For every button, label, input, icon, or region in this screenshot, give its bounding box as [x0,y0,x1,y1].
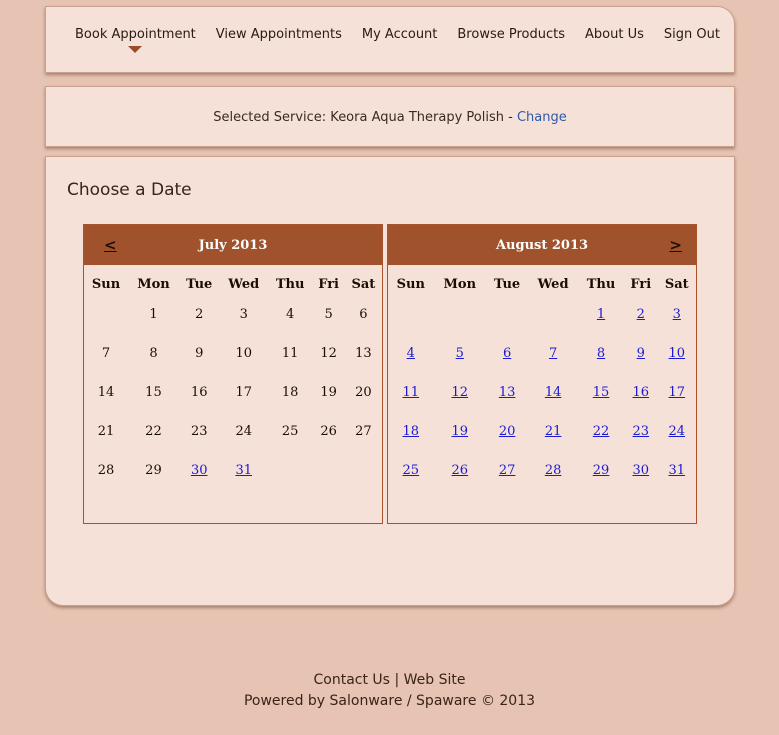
calendar-week-row [84,373,382,412]
calendar-week-row [388,412,696,451]
prev-month-link[interactable]: < [104,236,117,254]
web-site-link[interactable]: Web Site [403,672,466,688]
weekday-header: Thu [275,276,305,292]
calendar-july [83,224,383,524]
calendar-day-cell [388,451,434,490]
calendar-day-cell [179,451,220,490]
calendar-day-cell [345,373,382,412]
calendar-day-cell [486,373,528,412]
weekday-header: Tue [493,276,521,292]
calendar-day-cell [268,295,313,334]
calendar-day-cell [128,334,179,373]
weekday-header: Thu [586,276,616,292]
weekday-row [84,273,382,295]
calendar-day-link[interactable]: 21 [544,424,562,439]
calendar-empty-cell [312,451,344,490]
calendar-august [387,224,697,524]
calendar-day-cell [388,334,434,373]
weekday-header: Sun [91,276,121,292]
calendar-day-link[interactable]: 14 [544,385,562,400]
calendar-day-link[interactable]: 4 [406,346,415,361]
calendar-day-cell [624,373,658,412]
calendar-header [388,225,696,265]
calendar-day-cell [434,412,486,451]
top-nav [45,6,735,73]
calendar-week-row [84,412,382,451]
calendar-day-link[interactable]: 11 [402,385,420,400]
calendar-day-cell [84,373,128,412]
calendar-day-link[interactable]: 25 [402,463,420,478]
calendar-day-link[interactable]: 15 [592,385,610,400]
nav-item-sign-out[interactable]: Sign Out [663,27,720,42]
calendar-day-link[interactable]: 13 [498,385,516,400]
calendar-day-unavailable: 8 [149,346,158,361]
powered-by-text: Powered by Salonware / Spaware © 2013 [243,693,536,709]
calendar-day-cell [528,412,578,451]
calendar-day-cell [179,334,220,373]
date-picker-panel [45,156,735,606]
footer [0,670,779,712]
calendar-day-cell [578,412,624,451]
calendar-day-link[interactable]: 20 [498,424,516,439]
calendar-day-cell [220,373,268,412]
footer-links [0,670,779,691]
calendar-day-cell [658,373,696,412]
calendar-header [84,225,382,265]
calendar-day-cell [220,334,268,373]
calendar-day-unavailable: 19 [320,385,337,400]
weekday-header: Wed [537,276,569,292]
selected-service-panel [45,86,735,147]
calendar-day-cell [658,295,696,334]
weekday-header: Fri [318,276,339,292]
calendar-day-unavailable: 5 [324,307,333,322]
calendar-day-link[interactable]: 31 [235,463,252,478]
calendar-day-cell [220,295,268,334]
calendar-day-cell [84,412,128,451]
weekday-header: Sat [351,276,376,292]
calendar-day-unavailable: 9 [195,346,204,361]
calendar-day-unavailable: 2 [195,307,204,322]
calendar-day-cell [312,373,344,412]
calendar-day-link[interactable]: 7 [548,346,558,361]
calendar-day-link[interactable]: 12 [451,385,469,400]
calendar-empty-cell [268,451,313,490]
calendar-day-cell [658,412,696,451]
calendar-day-cell [312,412,344,451]
calendar-week-row [388,334,696,373]
calendar-day-cell [578,334,624,373]
calendar-week-row [388,295,696,334]
weekday-header: Wed [228,276,260,292]
calendar-day-cell [345,412,382,451]
calendar-day-cell [434,451,486,490]
calendar-day-unavailable: 7 [101,346,111,361]
calendar-day-unavailable: 14 [97,385,115,400]
calendar-day-unavailable: 3 [239,307,248,322]
calendar-day-cell [128,373,179,412]
calendar-day-cell [578,295,624,334]
calendar-day-cell [486,412,528,451]
calendar-day-cell [578,451,624,490]
calendar-day-link[interactable]: 30 [632,463,650,478]
calendar-day-link[interactable]: 6 [502,346,512,361]
calendar-day-link[interactable]: 1 [596,307,606,322]
calendar-day-cell [179,412,220,451]
calendar-empty-cell [486,295,528,334]
calendar-day-cell [179,373,220,412]
selected-service-text [46,110,734,125]
calendar-grid [84,273,382,490]
calendar-week-row [84,451,382,490]
calendar-day-link[interactable]: 30 [190,463,208,478]
calendar-grid [388,273,696,490]
weekday-header: Sat [664,276,689,292]
calendar-day-link[interactable]: 28 [544,463,562,478]
calendar-day-unavailable: 1 [149,307,158,322]
weekday-header: Mon [443,276,477,292]
calendar-day-unavailable: 29 [145,463,162,478]
calendar-day-unavailable: 21 [97,424,115,439]
calendar-day-link[interactable]: 18 [402,424,420,439]
calendar-week-row [84,295,382,334]
calendar-title: July 2013 [198,238,268,253]
change-service-link[interactable]: Change [516,110,567,125]
calendar-day-link[interactable]: 31 [668,463,686,478]
calendar-day-cell [268,412,313,451]
calendar-empty-cell [345,451,382,490]
calendar-day-cell [128,412,179,451]
calendar-day-cell [528,373,578,412]
calendar-day-cell [528,451,578,490]
calendar-day-link[interactable]: 3 [672,307,681,322]
calendar-day-unavailable: 27 [355,424,372,439]
calendar-day-unavailable: 24 [235,424,252,439]
calendar-day-cell [624,334,658,373]
calendar-day-cell [624,412,658,451]
calendar-day-cell [624,451,658,490]
calendar-day-cell [220,451,268,490]
calendar-day-cell [345,334,382,373]
calendar-empty-cell [388,295,434,334]
calendar-day-link[interactable]: 8 [596,346,606,361]
calendar-day-link[interactable]: 24 [668,424,686,439]
calendar-day-link[interactable]: 19 [451,424,469,439]
calendar-week-row [388,373,696,412]
weekday-header: Sun [396,276,425,292]
calendar-day-unavailable: 12 [320,346,337,361]
calendar-day-cell [388,412,434,451]
calendar-day-cell [528,334,578,373]
calendar-day-cell [578,373,624,412]
calendar-day-cell [388,373,434,412]
calendar-day-unavailable: 25 [281,424,299,439]
weekday-row [388,273,696,295]
calendar-day-link[interactable]: 16 [632,385,650,400]
next-month-link[interactable]: > [669,236,682,254]
calendar-day-unavailable: 18 [281,385,299,400]
calendar-day-cell [128,451,179,490]
calendar-day-unavailable: 11 [281,346,299,361]
calendar-day-link[interactable]: 9 [636,346,645,361]
calendar-day-link[interactable]: 22 [592,424,610,439]
contact-us-link[interactable]: Contact Us [313,672,390,688]
calendar-day-link[interactable]: 29 [592,463,610,478]
footer-separator: | [394,672,400,688]
calendar-day-unavailable: 28 [97,463,115,478]
calendar-day-cell [220,412,268,451]
nav-item-browse-products[interactable]: Browse Products [457,27,565,42]
calendar-day-cell [658,451,696,490]
calendar-day-cell [312,334,344,373]
calendar-week-row [388,451,696,490]
calendar-day-cell [84,451,128,490]
nav-item-view-appointments[interactable]: View Appointments [215,27,342,42]
calendar-day-cell [486,334,528,373]
calendar-day-link[interactable]: 23 [632,424,650,439]
calendar-day-link[interactable]: 10 [668,346,686,361]
calendar-day-link[interactable]: 17 [668,385,686,400]
calendar-title: August 2013 [495,238,589,253]
calendar-day-cell [84,334,128,373]
calendar-day-link[interactable]: 26 [451,463,469,478]
calendar-day-link[interactable]: 2 [636,307,645,322]
calendar-empty-cell [528,295,578,334]
calendar-day-unavailable: 20 [355,385,372,400]
calendar-day-cell [434,334,486,373]
calendar-day-cell [486,451,528,490]
nav-item-book-appointment[interactable]: Book Appointment [75,27,196,42]
calendar-day-cell [434,373,486,412]
calendar-day-link[interactable]: 5 [455,346,464,361]
calendar-day-unavailable: 22 [145,424,162,439]
calendar-day-unavailable: 4 [285,307,295,322]
calendar-day-cell [268,373,313,412]
calendar-day-cell [179,295,220,334]
page-title: Choose a Date [67,180,192,200]
calendar-day-unavailable: 13 [355,346,372,361]
calendar-day-cell [624,295,658,334]
nav-menu [75,27,740,42]
nav-item-my-account[interactable]: My Account [361,27,438,42]
calendar-day-unavailable: 23 [190,424,208,439]
calendar-day-cell [268,334,313,373]
weekday-header: Mon [137,276,170,292]
calendar-day-unavailable: 17 [235,385,252,400]
calendar-day-unavailable: 10 [235,346,252,361]
calendar-day-cell [128,295,179,334]
weekday-header: Fri [630,276,652,292]
calendar-day-unavailable: 16 [190,385,208,400]
calendar-day-link[interactable]: 27 [498,463,516,478]
calendar-day-unavailable: 6 [359,307,368,322]
calendar-day-unavailable: 15 [145,385,162,400]
weekday-header: Tue [186,276,213,292]
calendar-day-cell [312,295,344,334]
calendar-day-cell [658,334,696,373]
calendar-week-row [84,334,382,373]
nav-item-about-us[interactable]: About Us [585,27,644,42]
calendar-empty-cell [434,295,486,334]
calendar-empty-cell [84,295,128,334]
calendar-day-unavailable: 26 [320,424,337,439]
selected-service-label: Selected Service: Keora Aqua Therapy Polish - [213,110,517,125]
calendar-day-cell [345,295,382,334]
